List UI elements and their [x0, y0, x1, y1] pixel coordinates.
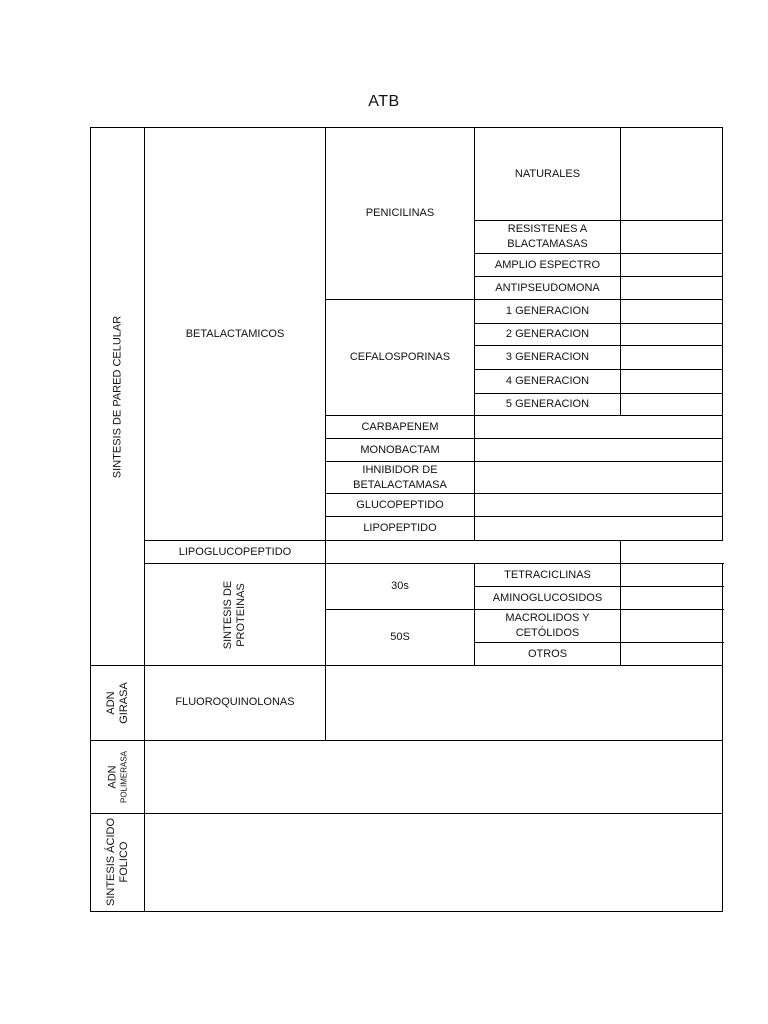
page-title: ATB	[368, 93, 400, 110]
subtype-cell-gen3: 3 GENERACION	[475, 346, 621, 370]
empty-cell[interactable]	[475, 416, 723, 439]
subtype-cell-antipseudomona: ANTIPSEUDOMONA	[475, 277, 621, 300]
family-cell-aminoglucosidos: AMINOGLUCOSIDOS	[475, 587, 621, 610]
empty-cell[interactable]	[475, 439, 723, 462]
empty-cell[interactable]	[621, 346, 723, 370]
empty-cell[interactable]	[621, 610, 723, 643]
subtype-cell-amplio-espectro: AMPLIO ESPECTRO	[475, 254, 621, 277]
family-cell-tetraciclinas: TETRACICLINAS	[475, 564, 621, 587]
subtype-cell-resistenes: RESISTENES A BLACTAMASAS	[475, 221, 621, 254]
family-cell-carbapenem: CARBAPENEM	[326, 416, 475, 439]
empty-cell[interactable]	[475, 494, 723, 517]
category-label-polimerasa: ADN POLIMERASA	[106, 750, 128, 803]
family-cell-macrolidos: MACROLIDOS Y CETÓLIDOS	[475, 610, 621, 643]
empty-cell[interactable]	[145, 740, 723, 813]
category-label-folico: SINTESIS ÁCIDO FOLICO	[104, 818, 130, 907]
empty-cell[interactable]	[326, 541, 621, 564]
empty-cell[interactable]	[145, 813, 723, 911]
category-cell-girasa	[91, 666, 145, 740]
category-cell-proteinas	[145, 564, 326, 666]
table-row	[91, 666, 723, 740]
family-cell-monobactam: MONOBACTAM	[326, 439, 475, 462]
category-label-pared: SINTESIS DE PARED CELULAR	[111, 315, 123, 478]
group-cell-50s: 50S	[326, 610, 475, 666]
category-cell-pared	[91, 128, 145, 666]
empty-cell[interactable]	[621, 300, 723, 324]
empty-cell[interactable]	[621, 564, 723, 587]
subtype-cell-gen2: 2 GENERACION	[475, 324, 621, 346]
family-cell-otros: OTROS	[475, 643, 621, 666]
empty-cell[interactable]	[621, 324, 723, 346]
empty-cell[interactable]	[621, 128, 723, 221]
family-cell-ihnibidor: IHNIBIDOR DE BETALACTAMASA	[326, 462, 475, 494]
empty-cell[interactable]	[475, 517, 723, 541]
empty-cell[interactable]	[621, 643, 723, 666]
group-cell-fluoroquinolonas: FLUOROQUINOLONAS	[145, 666, 326, 740]
table-row	[91, 564, 723, 587]
table-row	[91, 813, 723, 911]
empty-cell[interactable]	[621, 394, 723, 416]
table-row	[91, 541, 723, 564]
category-cell-polimerasa	[91, 740, 145, 813]
empty-cell[interactable]	[621, 221, 723, 254]
table-row	[91, 128, 723, 221]
empty-cell[interactable]	[621, 277, 723, 300]
empty-cell[interactable]	[621, 587, 723, 610]
category-label-proteinas: SINTESIS DE PROTEINAS	[222, 580, 247, 650]
family-cell-glucopeptido: GLUCOPEPTIDO	[326, 494, 475, 517]
subtype-cell-naturales: NATURALES	[475, 128, 621, 221]
family-cell-lipoglucopeptido: LIPOGLUCOPEPTIDO	[145, 541, 326, 564]
family-cell-cefalosporinas: CEFALOSPORINAS	[326, 300, 475, 416]
subtype-cell-gen5: 5 GENERACION	[475, 394, 621, 416]
empty-cell[interactable]	[475, 462, 723, 494]
subtype-cell-gen1: 1 GENERACION	[475, 300, 621, 324]
group-cell-betalactamicos: BETALACTAMICOS	[145, 128, 326, 541]
category-cell-folico	[91, 813, 145, 911]
family-cell-lipopeptido: LIPOPEPTIDO	[326, 517, 475, 541]
category-label-girasa: ADN GIRASA	[104, 682, 130, 724]
empty-cell[interactable]	[621, 254, 723, 277]
empty-cell[interactable]	[326, 666, 723, 740]
antibiotics-table	[90, 127, 723, 912]
empty-cell[interactable]	[621, 370, 723, 394]
table-row	[91, 740, 723, 813]
family-cell-penicilinas: PENICILINAS	[326, 128, 475, 300]
subtype-cell-gen4: 4 GENERACION	[475, 370, 621, 394]
group-cell-30s: 30s	[326, 564, 475, 610]
